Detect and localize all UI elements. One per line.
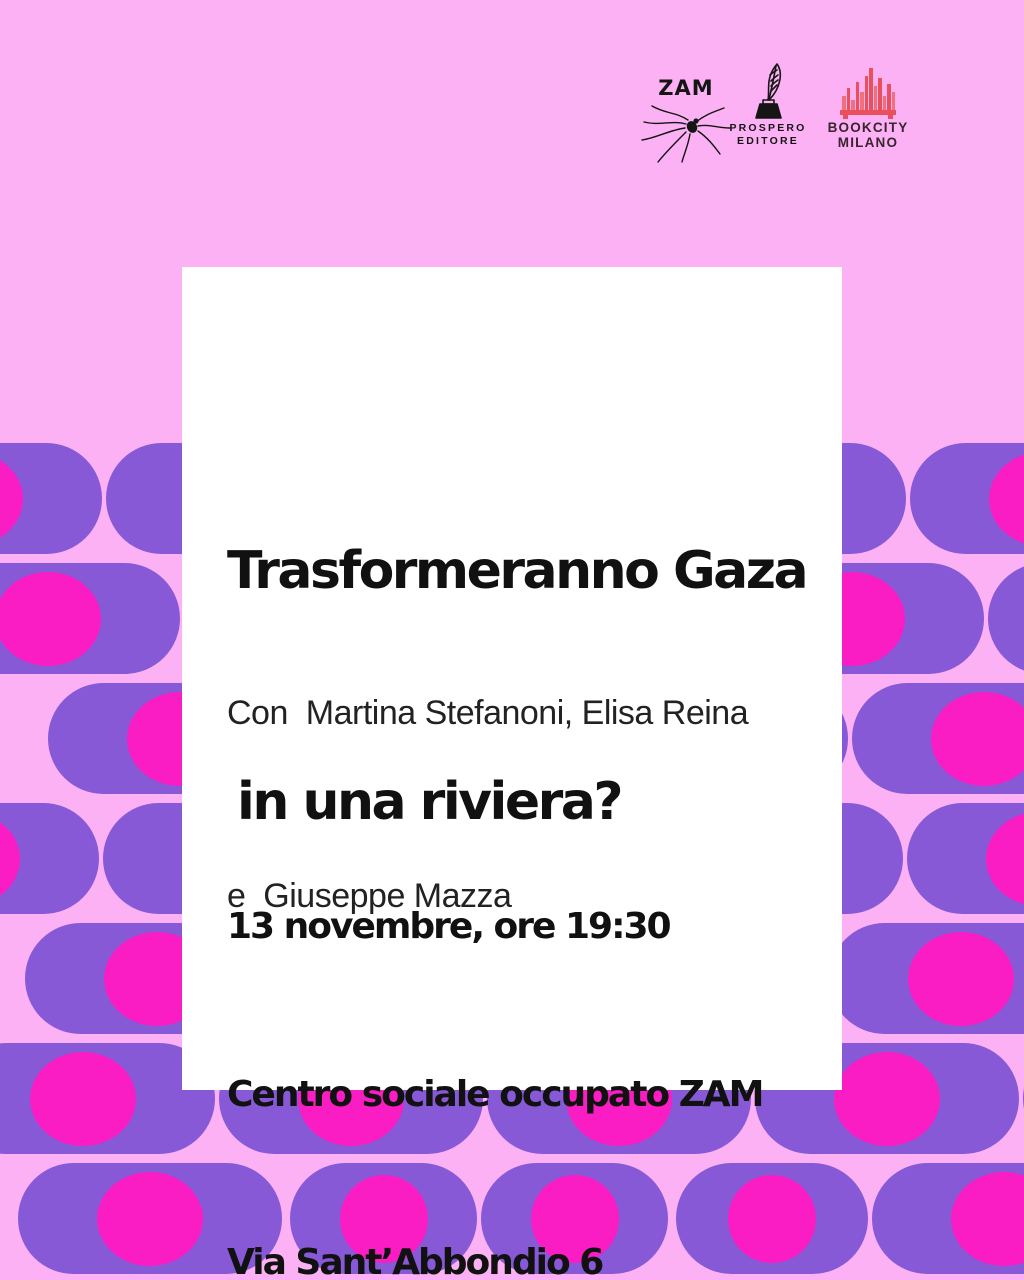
bookcity-milano-logo [818, 64, 918, 150]
event-venue: Centro sociale occupato ZAM [227, 1074, 763, 1115]
event-address: Via Sant’Abbondio 6 [227, 1242, 603, 1280]
event-card [182, 267, 842, 1280]
event-speakers-line2: e Giuseppe Mazza [227, 877, 512, 915]
event-info [227, 787, 807, 1280]
event-title-line2: in una riviera? [237, 772, 622, 832]
prospero-logo-text-line2: EDITORE [737, 135, 799, 147]
spider-icon [636, 98, 736, 164]
book-skyline-icon [837, 64, 899, 120]
event-title-line1: Trasformeranno Gaza [227, 541, 807, 601]
prospero-logo-text-line1: PROSPERO [729, 122, 807, 134]
event-datetime: 13 novembre, ore 19:30 [227, 906, 670, 947]
event-speakers-line1: Con Martina Stefanoni, Elisa Reina [227, 694, 749, 732]
inkwell-feather-icon [747, 60, 789, 122]
bookcity-logo-text-line2: MILANO [837, 135, 899, 150]
zam-logo-text: ZAM [658, 76, 714, 100]
zam-logo [634, 78, 738, 164]
logo-strip [0, 0, 1024, 180]
bookcity-logo-text-line1: BOOKCITY [827, 120, 909, 135]
prospero-editore-logo [726, 60, 810, 148]
